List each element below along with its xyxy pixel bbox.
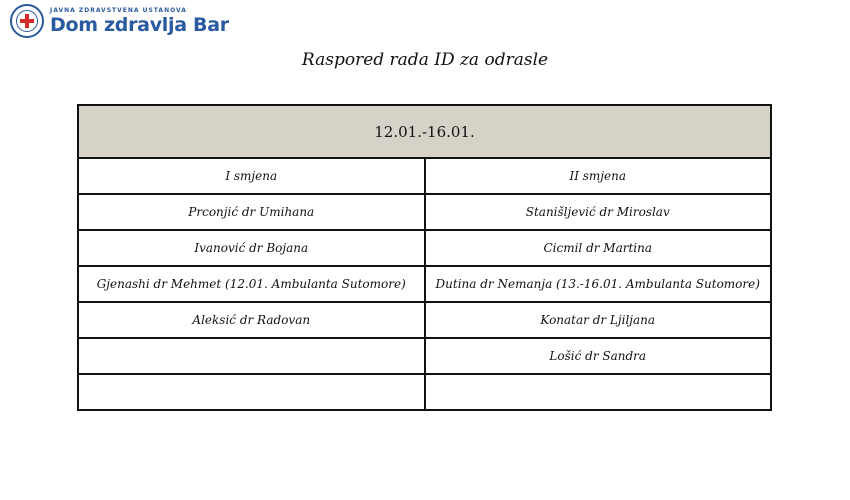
- second-shift-cell: Konatar dr Ljiljana: [425, 302, 772, 338]
- second-shift-cell: [425, 374, 772, 410]
- brand: [50, 8, 229, 35]
- second-shift-cell: Cicmil dr Martina: [425, 230, 772, 266]
- column-header-first-shift: I smjena: [78, 158, 425, 194]
- column-header-second-shift: II smjena: [425, 158, 772, 194]
- second-shift-cell: Lošić dr Sandra: [425, 338, 772, 374]
- first-shift-cell: Gjenashi dr Mehmet (12.01. Ambulanta Sutomore): [78, 266, 425, 302]
- first-shift-cell: Prconjić dr Umihana: [78, 194, 425, 230]
- org-name: Dom zdravlja Bar: [50, 13, 229, 36]
- week-range: 12.01.-16.01.: [78, 105, 771, 158]
- first-shift-cell: [78, 374, 425, 410]
- table-row: [78, 194, 771, 230]
- table-row: [78, 266, 771, 302]
- table-row: [78, 338, 771, 374]
- table-row: [78, 230, 771, 266]
- second-shift-cell: Dutina dr Nemanja (13.-16.01. Ambulanta Sutomore): [425, 266, 772, 302]
- first-shift-cell: [78, 338, 425, 374]
- document-title: Raspored rada ID za odrasle: [301, 50, 549, 70]
- table-row: [78, 302, 771, 338]
- first-shift-cell: Ivanović dr Bojana: [78, 230, 425, 266]
- org-subtitle: JAVNA ZDRAVSTVENA USTANOVA: [50, 6, 187, 14]
- schedule-table: [77, 104, 772, 411]
- table-row: [78, 374, 771, 410]
- second-shift-cell: Stanišljević dr Miroslav: [425, 194, 772, 230]
- shift-header-row: [78, 158, 771, 194]
- red-cross-logo-icon: [10, 4, 44, 38]
- first-shift-cell: Aleksić dr Radovan: [78, 302, 425, 338]
- week-row: [78, 105, 771, 158]
- page-header: [10, 3, 229, 39]
